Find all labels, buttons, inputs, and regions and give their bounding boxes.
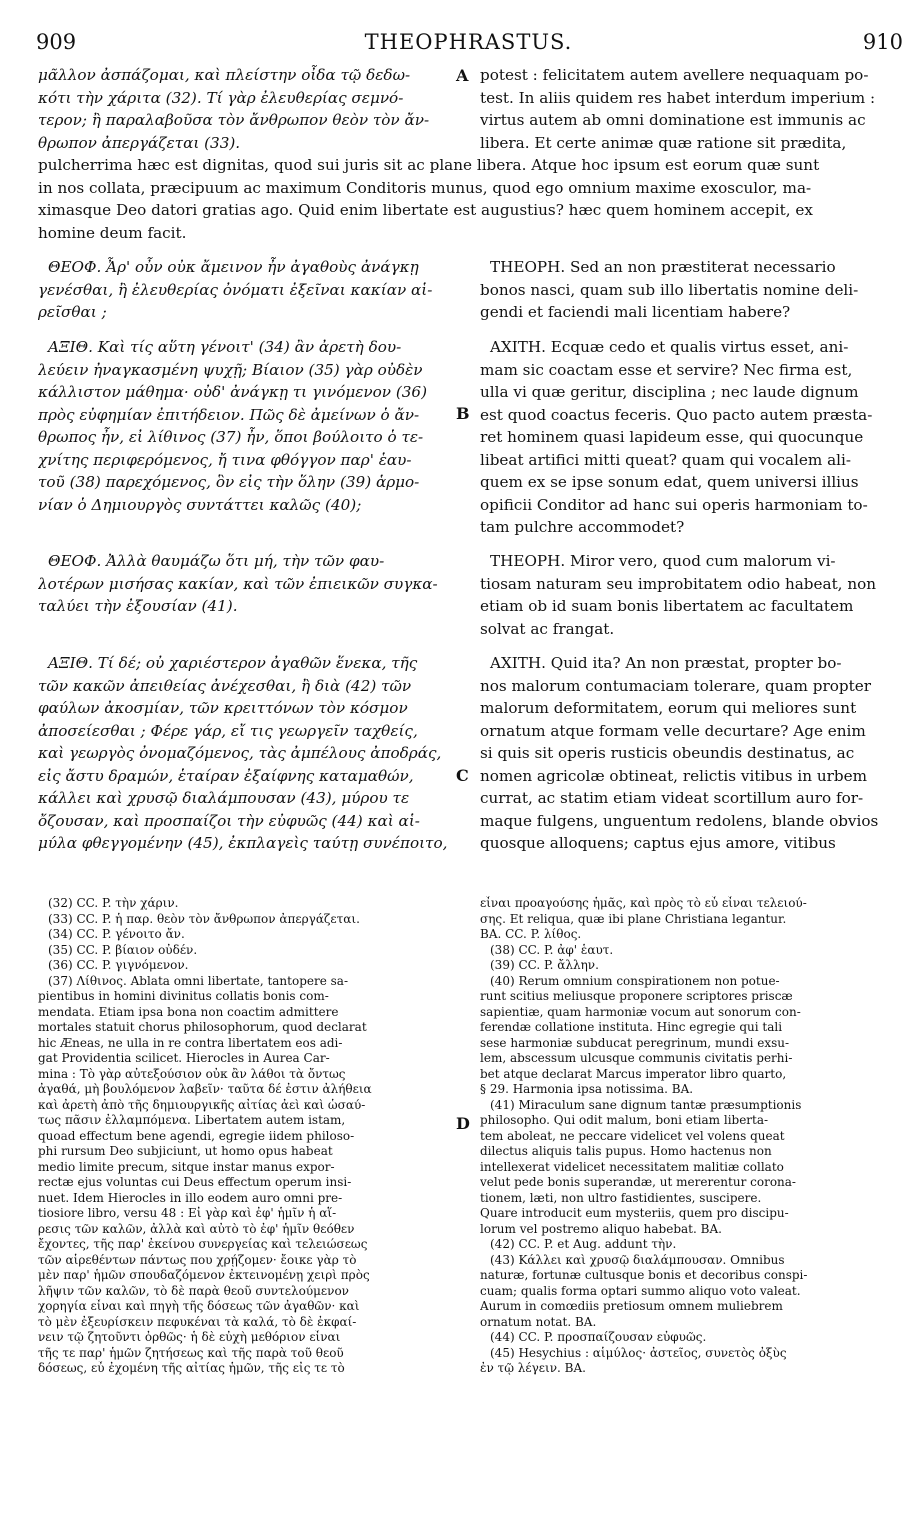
- text-line: θρωπος ἦν, εἰ λίθινος (37) ἦν, ὅποι βούλοιτο ὁ τε-: [38, 428, 424, 446]
- greek-column: [38, 550, 454, 618]
- footnote-line: sapientiæ, quam harmoniæ vocum aut sonorum con-: [480, 1004, 801, 1019]
- text-line: ret hominem quasi lapideum esse, qui quocunque: [480, 428, 864, 446]
- text-line: κάλλιστον μάθημα· οὐδ' ἀνάγκῃ τι γινόμενον (36): [38, 383, 428, 401]
- footnotes-left: [38, 896, 458, 1408]
- block-2: [38, 256, 907, 326]
- right-page-number: 910: [862, 30, 903, 54]
- footnote-line: hic Æneas, ne ulla in re contra libertatem eos adi-: [38, 1035, 343, 1050]
- text-line: ulla vi quæ geritur, disciplina ; nec laude dignum: [480, 383, 859, 401]
- footnote-line: intellexerat videlicet necessitatem malitiæ collato: [480, 1159, 784, 1174]
- footnote-line: nuet. Idem Hierocles in illo eodem auro omni pre-: [38, 1190, 343, 1205]
- footnote-line: [38, 1392, 458, 1408]
- greek-column: [38, 64, 454, 154]
- text-line: εἰς ἄστυ δραμών, ἑταίραν ἐξαίφνης καταμαθών,: [38, 766, 414, 785]
- text-line: pulcherrima hæc est dignitas, quod sui juris sit ac plane libera. Atque hoc ipsum est eorum quæ sunt: [38, 156, 820, 174]
- block-4: [38, 550, 907, 642]
- text-line: tiosam naturam seu improbitatem odio habeat, non: [480, 574, 877, 593]
- footnote-line: dilectus aliquis talis pupus. Homo hactenus non: [480, 1144, 772, 1158]
- footnote-line: phi rursum Deo subjiciunt, ut homo opus habeat: [38, 1144, 333, 1158]
- text-line: quem ex se ipse sonum edat, quem universi illius: [480, 473, 859, 491]
- text-line: τῶν κακῶν ἀπειθείας ἀνέχεσθαι, ἢ διὰ (42) τῶν: [38, 676, 412, 695]
- text-line: χνίτης περιφερόμενος, ἤ τινα φθόγγον παρ' ἑαυ-: [38, 450, 412, 469]
- text-line: ΘΕΟΦ. Ἆρ' οὖν οὐκ ἄμεινον ἦν ἀγαθοὺς ἀνάγκῃ: [48, 258, 419, 276]
- text-line: ΑΞΙΘ. Τί δέ; οὐ χαριέστερον ἀγαθῶν ἕνεκα, τῆς: [48, 654, 418, 672]
- greek-column: [38, 336, 454, 516]
- margin-marker-b: B: [456, 404, 470, 423]
- footnote-line: sese harmoniæ subducat peregrinum, mundi exsu-: [480, 1035, 790, 1050]
- text-line: test. In aliis quidem res habet interdum imperium :: [480, 88, 876, 107]
- footnote-line: Quare introducit eum mysteriis, quem pro discipu-: [480, 1206, 789, 1220]
- text-line: ἀποσείεσθαι ; Φέρε γάρ, εἴ τις γεωργεῖν ταχθείς,: [38, 721, 418, 740]
- footnote-line: τῶν αἱρεθέντων πάντως που χρῄζομεν· ἔοικε γὰρ τὸ: [38, 1252, 357, 1267]
- text-line: ὄζουσαν, καὶ προσπαίζοι τὴν εὐφυῶς (44) καὶ αἱ-: [38, 811, 420, 830]
- margin-marker-c: C: [456, 766, 469, 785]
- block-1: [38, 64, 907, 154]
- footnote-line: μὲν παρ' ἡμῶν σπουδαζόμενον ἐκτεινομένῃ χειρὶ πρὸς: [38, 1268, 370, 1282]
- text-line: THEOPH. Miror vero, quod cum malorum vi-: [490, 552, 836, 570]
- footnote-line: ferendæ collatione instituta. Hinc egregie qui tali: [480, 1020, 783, 1034]
- text-line: ximasque Deo datori gratias ago. Quid enim libertate est augustius? hæc quem hominem accepit, ex: [38, 201, 813, 219]
- footnote-line: lorum vel postremo aliquo habebat. BA.: [480, 1221, 722, 1236]
- text-line: μᾶλλον ἀσπάζομαι, καὶ πλείστην οἶδα τῷ δεδω-: [38, 66, 411, 84]
- footnotes: [38, 896, 907, 1516]
- footnote-line: BA. CC. P. λίθος.: [480, 927, 582, 941]
- text-line: θρωπον ἀπεργάζεται (33).: [38, 133, 241, 152]
- text-line: quosque alloquens; captus ejus amore, vitibus: [480, 834, 836, 852]
- text-line: ΘΕΟΦ. Ἀλλὰ θαυμάζω ὅτι μή, τὴν τῶν φαυ-: [48, 552, 385, 570]
- text-line: in nos collata, præcipuum ac maximum Conditoris munus, quod ego omnium maxime exosculor, ma-: [38, 178, 812, 197]
- footnote-line: mendata. Etiam ipsa bona non coactim admittere: [38, 1004, 339, 1019]
- footnote-line: καὶ ἀρετὴ ἀπὸ τῆς δημιουργικῆς αἰτίας ἀεὶ καὶ ὡσαύ-: [38, 1097, 366, 1112]
- text-line: gendi et faciendi mali licentiam habere?: [480, 303, 791, 321]
- footnote-line: velut pede bonis superandæ, ut mererentur corona-: [480, 1175, 796, 1189]
- footnote-line: (32) CC. P. τὴν χάριν.: [48, 896, 179, 910]
- footnote-line: pientibus in homini divinitus collatis bonis com-: [38, 989, 329, 1003]
- footnote-line: cuam; qualis forma optari summo aliquo voto valeat.: [480, 1283, 801, 1298]
- footnote-line: δόσεως, εὖ ἐχομένη τῆς αἰτίας ἡμῶν, τῆς εἰς τε τὸ: [38, 1361, 345, 1375]
- footnote-line: bet atque declarat Marcus imperator libro quarto,: [480, 1066, 787, 1081]
- footnote-line: runt scitius meliusque proponere scriptores priscæ: [480, 989, 793, 1003]
- text-line: potest : felicitatem autem avellere nequaquam po-: [480, 66, 869, 84]
- text-line: τοῦ (38) παρεχόμενος, ὃν εἰς τὴν ὅλην (39) ἁρμο-: [38, 473, 420, 491]
- footnote-line: ἔχοντες, τῆς παρ' ἐκείνου συνεργείας καὶ τελειώσεως: [38, 1237, 368, 1251]
- block-3: [38, 336, 907, 546]
- text-line: καὶ γεωργὸς ὀνομαζόμενος, τὰς ἀμπέλους ἀποδράς,: [38, 744, 442, 762]
- footnote-line: (37) Λίθινος. Ablata omni libertate, tantopere sa-: [48, 973, 349, 988]
- footnote-line: gat Providentia scilicet. Hierocles in Aurea Car-: [38, 1051, 330, 1065]
- footnote-line: tionem, læti, non ultro fastidientes, suscipere.: [480, 1190, 762, 1205]
- text-line: ornatum atque formam velle decurtare? Age enim: [480, 721, 866, 740]
- footnote-line: (42) CC. P. et Aug. addunt τὴν.: [490, 1237, 677, 1251]
- text-line: currat, ac statim etiam videat scortillum auro for-: [480, 789, 864, 807]
- footnote-line: (40) Rerum omnium conspirationem non potue-: [490, 973, 780, 988]
- footnote-line: quoad effectum bene agendi, egregie iidem philoso-: [38, 1128, 355, 1143]
- page-header: [30, 30, 907, 58]
- text-line: libera. Et certe animæ quæ ratione sit prædita,: [480, 133, 847, 152]
- full-width-paragraph: [38, 154, 907, 244]
- footnote-line: (38) CC. P. ἀφ' ἑαυτ.: [490, 942, 614, 957]
- text-line: virtus autem ab omni dominatione est immunis ac: [480, 111, 866, 129]
- footnotes-right: [480, 896, 910, 1377]
- text-line: THEOPH. Sed an non præstiterat necessario: [490, 258, 836, 276]
- running-title: THEOPHRASTUS.: [364, 30, 573, 54]
- latin-column: [480, 550, 907, 640]
- greek-column: [38, 652, 454, 855]
- text-line: est quod coactus feceris. Quo pacto autem præsta-: [480, 405, 873, 424]
- margin-marker-a: A: [456, 66, 469, 85]
- text-line: nomen agricolæ obtineat, relictis vitibus in urbem: [480, 766, 868, 785]
- text-line: κότι τὴν χάριτα (32). Τί γὰρ ἐλευθερίας σεμνό-: [38, 88, 404, 107]
- text-line: malorum deformitatem, eorum qui meliores sunt: [480, 699, 857, 717]
- footnote-line: ρεσις τῶν καλῶν, ἀλλὰ καὶ αὐτὸ τὸ ἐφ' ἡμῖν θεόθεν: [38, 1221, 355, 1236]
- latin-column: [480, 652, 907, 855]
- text-line: λεύειν ἠναγκασμένη ψυχῇ; Βίαιον (35) γὰρ οὐδὲν: [38, 360, 423, 379]
- text-line: AXITH. Quid ita? An non præstat, propter bo-: [490, 654, 842, 672]
- text-line: tam pulchre accommodet?: [480, 518, 685, 536]
- footnote-line: (39) CC. P. ἄλλην.: [490, 958, 599, 972]
- text-line: homine deum facit.: [38, 223, 187, 242]
- footnote-line: τως πᾶσιν ἐλλαμπόμενα. Libertatem autem istam,: [38, 1113, 346, 1127]
- footnote-line: medio limite precum, sitque instar manus expor-: [38, 1159, 335, 1174]
- footnote-line: tiosiore libro, versu 48 : Εἰ γὰρ καὶ ἐφ' ἡμῖν ἡ αἵ-: [38, 1206, 337, 1220]
- text-line: πρὸς εὐφημίαν ἐπιτήδειον. Πῶς δὲ ἀμείνων ὁ ἄν-: [38, 405, 420, 424]
- footnote-line: lem, abscessum ulcusque communis civitatis perhi-: [480, 1051, 793, 1065]
- footnote-line: tem aboleat, ne peccare videlicet vel volens queat: [480, 1128, 785, 1143]
- footnote-line: (36) CC. P. γιγνόμενον.: [48, 958, 189, 972]
- footnote-line: [38, 1377, 458, 1393]
- text-line: λοτέρων μισήσας κακίαν, καὶ τῶν ἐπιεικῶν συγκα-: [38, 574, 438, 593]
- text-line: νίαν ὁ Δημιουργὸς συντάττει καλῶς (40);: [38, 495, 362, 514]
- text-line: mam sic coactam esse et servire? Nec firma est,: [480, 360, 853, 379]
- text-line: κάλλει καὶ χρυσῷ διαλάμπουσαν (43), μύρου τε: [38, 789, 410, 807]
- text-line: opificii Conditor ad hanc sui operis harmoniam to-: [480, 495, 868, 514]
- footnote-line: mina : Τὸ γὰρ αὐτεξούσιον οὐκ ἂν λάθοι τὰ ὄντως: [38, 1066, 346, 1081]
- text-line: etiam ob id suam bonis libertatem ac facultatem: [480, 597, 854, 615]
- footnote-line: τὸ μὲν ἐξευρίσκειν πεφυκέναι τὰ καλά, τὸ δὲ ἐκφαί-: [38, 1314, 357, 1329]
- footnote-line: § 29. Harmonia ipsa notissima. BA.: [480, 1082, 694, 1096]
- footnote-line: (41) Miraculum sane dignum tantæ præsumptionis: [490, 1097, 802, 1112]
- text-line: solvat ac frangat.: [480, 619, 615, 638]
- text-line: τερον; ἢ παραλαβοῦσα τὸν ἄνθρωπον θεὸν τὸν ἄν-: [38, 111, 430, 129]
- footnote-line: ἀγαθά, μὴ βουλόμενον λαβεῖν· ταῦτα δέ ἐστιν ἀλήθεια: [38, 1082, 372, 1096]
- footnote-line: ἐν τῷ λέγειν. BA.: [480, 1361, 586, 1375]
- text-line: bonos nasci, quam sub illo libertatis nomine deli-: [480, 280, 859, 299]
- text-line: μύλα φθεγγομένην (45), ἐκπλαγεὶς ταύτῃ συνέποιτο,: [38, 834, 448, 852]
- footnote-line: σης. Et reliqua, quæ ibi plane Christiana legantur.: [480, 911, 787, 926]
- footnote-line: (43) Κάλλει καὶ χρυσῷ διαλάμπουσαν. Omnibus: [490, 1252, 785, 1267]
- text-line: ρεῖσθαι ;: [38, 303, 107, 321]
- text-line: nos malorum contumaciam tolerare, quam propter: [480, 676, 871, 695]
- left-page-number: 909: [36, 30, 77, 54]
- text-line: si quis sit operis rusticis obeundis destinatus, ac: [480, 744, 855, 762]
- footnote-line: (44) CC. P. προσπαίζουσαν εὐφυῶς.: [490, 1330, 707, 1344]
- text-line: φαύλων ἀκοσμίαν, τῶν κρειττόνων τὸν κόσμον: [38, 699, 408, 717]
- footnote-line: τῆς τε παρ' ἡμῶν ζητήσεως καὶ τῆς παρὰ τοῦ θεοῦ: [38, 1345, 344, 1360]
- footnote-line: νειν τῷ ζητοῦντι ὀρθῶς· ἡ δὲ εὐχὴ μεθόριον εἶναι: [38, 1330, 341, 1344]
- text-line: γενέσθαι, ἢ ἐλευθερίας ὀνόματι ἐξεῖναι κακίαν αἱ-: [38, 280, 433, 299]
- footnote-line: philosopho. Qui odit malum, boni etiam liberta-: [480, 1113, 769, 1127]
- footnote-line: naturæ, fortunæ cultusque bonis et decoribus conspi-: [480, 1268, 808, 1282]
- footnote-line: χορηγία εἶναι καὶ πηγὴ τῆς δόσεως τῶν ἀγαθῶν· καὶ: [38, 1299, 360, 1313]
- text-line: ταλύει τὴν ἐξουσίαν (41).: [38, 597, 238, 615]
- text-line: AXITH. Ecquæ cedo et qualis virtus esset, ani-: [490, 338, 849, 356]
- text-line: maque fulgens, unguentum redolens, blande obvios: [480, 811, 879, 830]
- footnote-line: (33) CC. P. ἡ παρ. θεὸν τὸν ἄνθρωπον ἀπεργάζεται.: [48, 911, 360, 926]
- footnote-line: Aurum in comœdiis pretiosum omnem muliebrem: [480, 1299, 783, 1313]
- latin-column: [480, 256, 907, 324]
- footnote-line: (35) CC. P. βίαιον οὐδέν.: [48, 942, 198, 957]
- footnote-line: (45) Hesychius : αἱμύλος· ἀστεῖος, συνετὸς ὀξὺς: [490, 1345, 787, 1360]
- text-line: ΑΞΙΘ. Καὶ τίς αὕτη γένοιτ' (34) ἂν ἀρετὴ δου-: [48, 338, 402, 356]
- block-5: [38, 652, 907, 858]
- margin-marker-d: D: [456, 1114, 470, 1133]
- footnote-line: (34) CC. P. γένοιτο ἄν.: [48, 927, 185, 941]
- footnote-line: ornatum notat. BA.: [480, 1314, 597, 1329]
- footnote-line: mortales statuit chorus philosophorum, quod declarat: [38, 1020, 367, 1034]
- footnote-line: rectæ ejus voluntas cui Deus effectum operum insi-: [38, 1175, 352, 1189]
- text-line: libeat artifici mitti queat? quam qui vocalem ali-: [480, 450, 852, 469]
- footnote-line: εἶναι προαγούσης ἡμᾶς, καὶ πρὸς τὸ εὖ εἶναι τελειού-: [480, 896, 807, 910]
- greek-column: [38, 256, 454, 324]
- latin-column: [480, 64, 907, 154]
- latin-column: [480, 336, 907, 539]
- footnote-line: λῆψιν τῶν καλῶν, τὸ δὲ παρὰ θεοῦ συντελούμενον: [38, 1283, 349, 1298]
